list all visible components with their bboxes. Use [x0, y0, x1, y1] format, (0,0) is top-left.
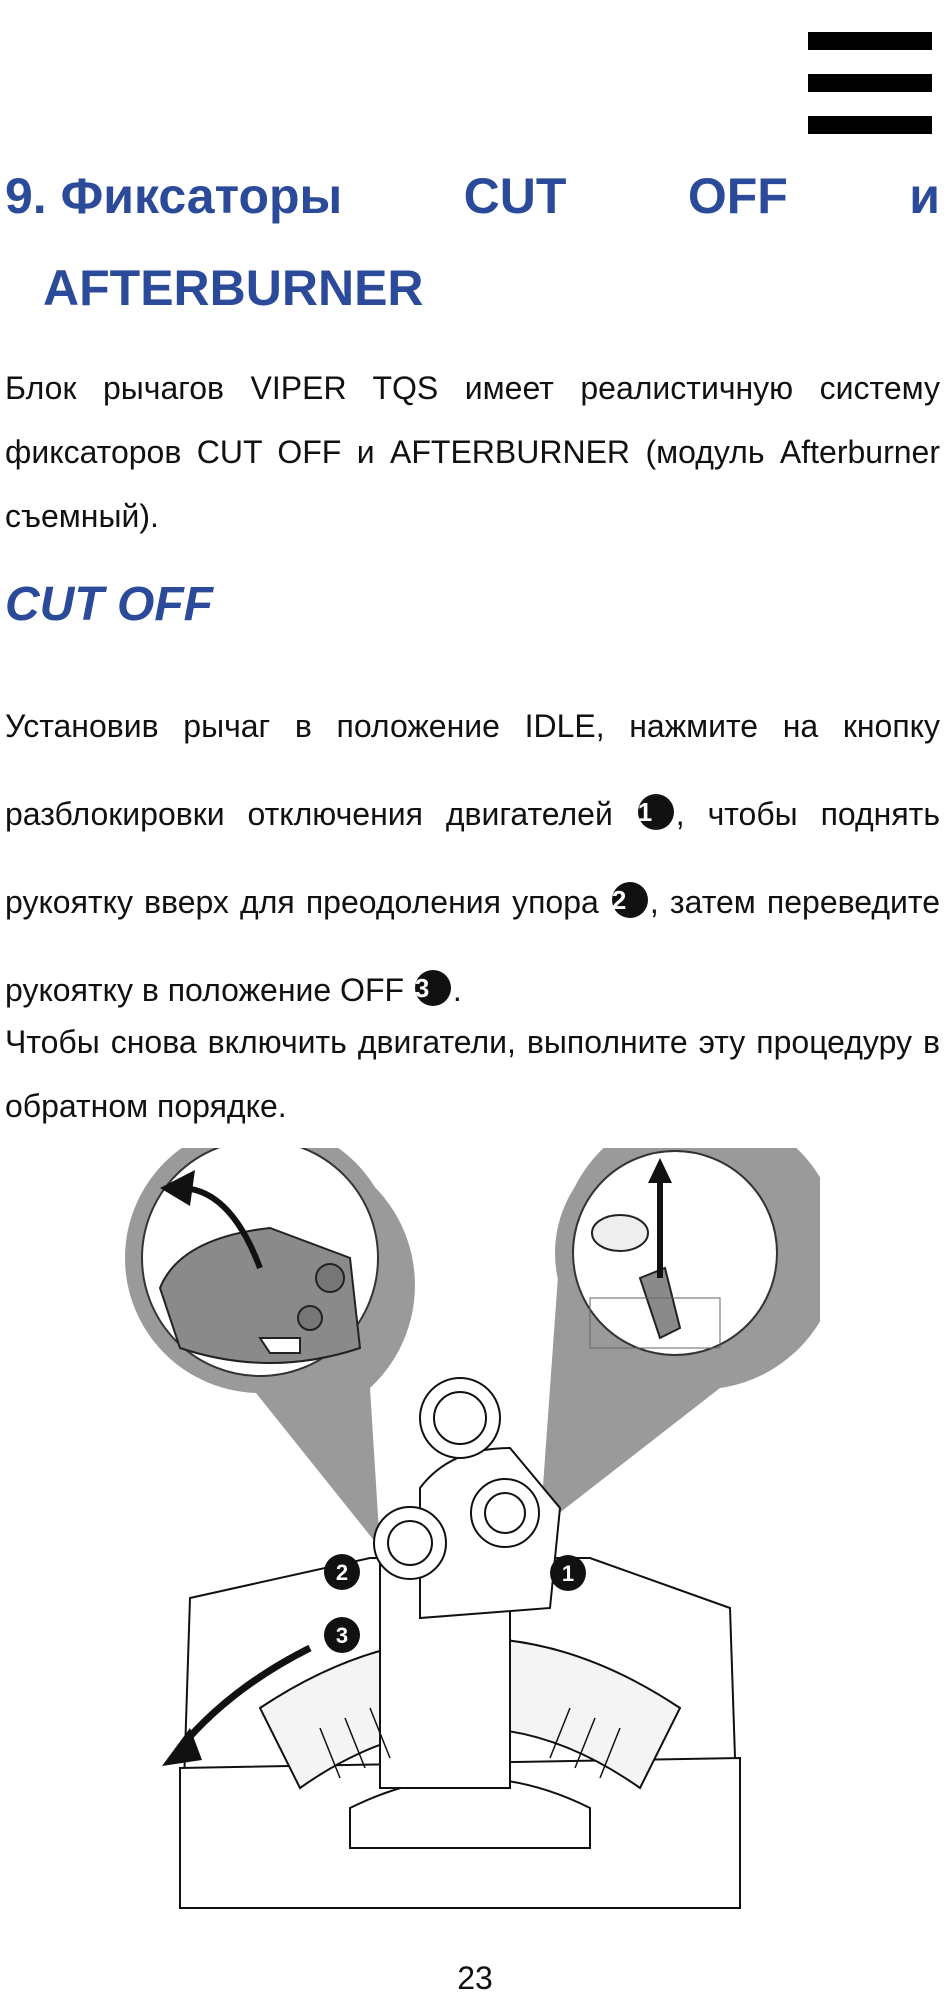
callout-1: [550, 1555, 586, 1591]
throttle-illustration: [120, 1148, 820, 1948]
heading-number-and-word: 9. Фиксаторы: [5, 168, 343, 224]
step-2-marker: 2: [612, 882, 648, 918]
reverse-procedure-paragraph: Чтобы снова включить двигатели, выполните эту процедуру в обратном порядке.: [5, 1024, 940, 1124]
subheading-cut-off: CUT OFF: [5, 578, 213, 631]
callout-3: [324, 1617, 360, 1653]
svg-text:3: 3: [335, 1623, 349, 1648]
throttle-base: [180, 1378, 740, 1908]
step-3-marker: 3: [415, 970, 451, 1006]
heading-word-cut: CUT: [463, 168, 567, 224]
menu-bar-bottom: [808, 116, 932, 134]
heading-word-off: OFF: [687, 168, 788, 224]
page-number: 23: [457, 1960, 493, 1996]
heading-line2: AFTERBURNER: [43, 260, 424, 316]
svg-text:1: 1: [561, 1561, 575, 1586]
section-heading: [5, 150, 940, 334]
step-1-marker: 1: [638, 794, 674, 830]
intro-paragraph: Блок рычагов VIPER TQS имеет реалистичную систему фиксаторов CUT OFF и AFTERBURNER (модуль Afterburner съемный).: [5, 370, 940, 534]
instructions-paragraph: Установив рычаг в положение IDLE, нажмите на кнопку разблокировки отключения двигателей 1 , чтобы поднять рукоятку вверх для преодоления упора 2 , затем переведите рукоятку в положение OFF 3 .: [5, 708, 941, 1008]
menu-bar-top: [808, 32, 932, 50]
menu-bar-middle: [808, 74, 932, 92]
heading-word-and: и: [909, 168, 940, 224]
callout-2: [324, 1554, 360, 1590]
svg-text:2: 2: [335, 1560, 349, 1585]
hamburger-menu-icon[interactable]: [808, 32, 932, 136]
